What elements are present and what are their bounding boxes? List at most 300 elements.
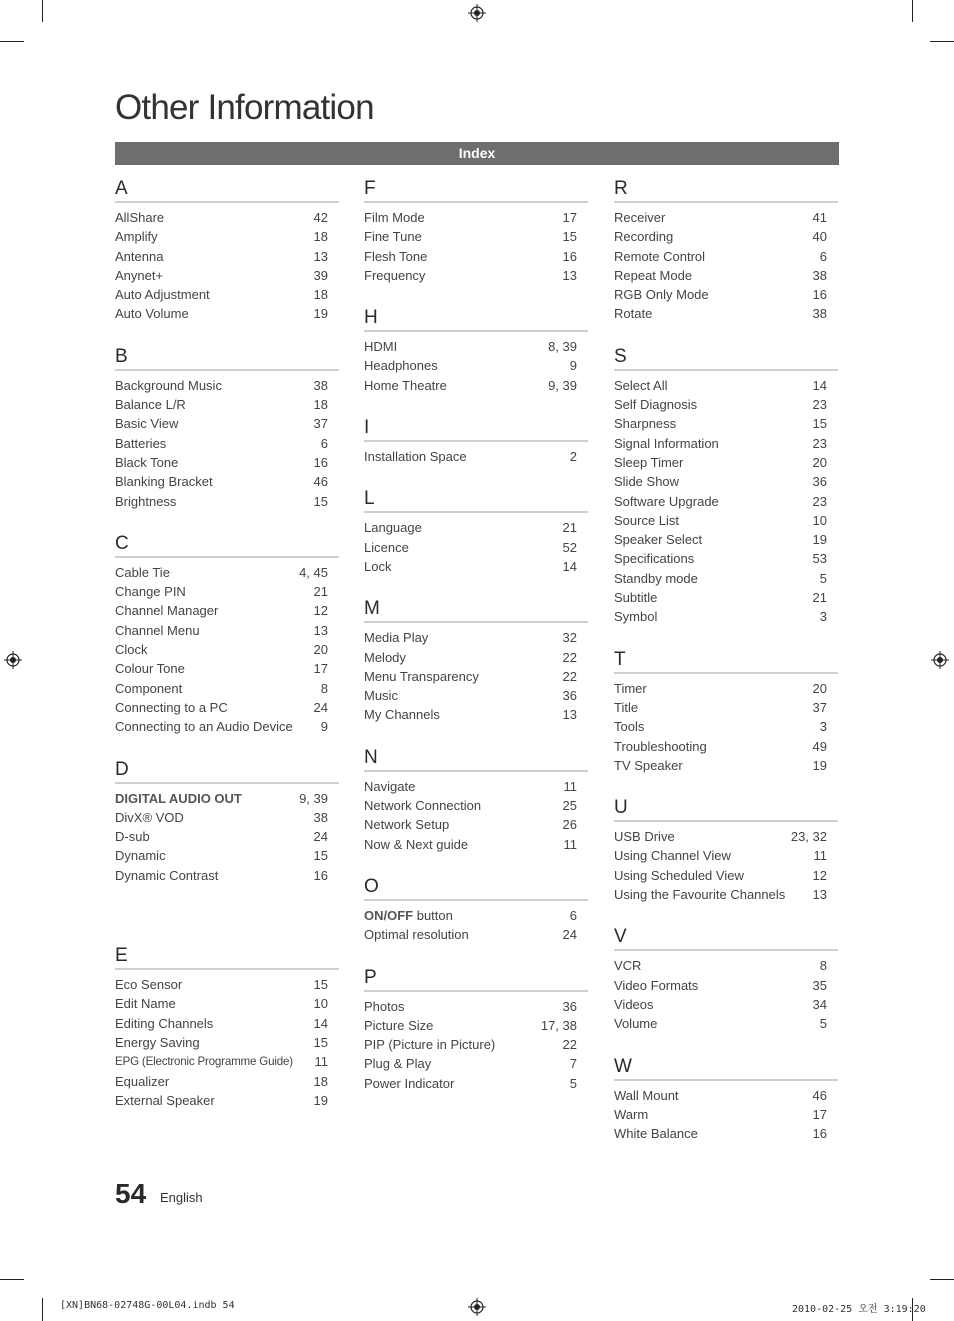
crop-mark [0, 1279, 24, 1280]
entry-pages: 24 [313, 699, 328, 715]
entry-term: Channel Menu [115, 622, 200, 638]
entry-term-rest: button [413, 907, 453, 923]
entry-term: D-sub [115, 829, 150, 845]
entry-pages: 17 [313, 661, 328, 677]
entry-term: Installation Space [364, 449, 467, 465]
entry-pages: 15 [812, 416, 827, 432]
entry-pages: 21 [313, 584, 328, 600]
entry-pages: 19 [812, 757, 827, 773]
entry-pages: 16 [313, 867, 328, 883]
entry-list [614, 376, 838, 627]
crop-mark [930, 1279, 954, 1280]
index-entry [115, 247, 339, 266]
entry-pages: 49 [812, 738, 827, 754]
index-entry [115, 563, 339, 582]
index-entry [115, 434, 339, 453]
index-entry [115, 679, 339, 698]
entry-list [115, 376, 339, 511]
entry-term: Repeat Mode [614, 267, 693, 283]
entry-pages: 13 [562, 267, 577, 283]
section-letter: F [364, 178, 588, 203]
entry-pages: 11 [563, 836, 577, 852]
entry-term: Photos [364, 998, 405, 1014]
entry-pages: 19 [812, 532, 827, 548]
entry-term: Dynamic [115, 848, 166, 864]
index-entry [115, 994, 339, 1013]
crop-mark [42, 0, 43, 22]
index-entry [364, 1054, 588, 1073]
entry-term: Frequency [364, 267, 426, 283]
entry-term: Energy Saving [115, 1034, 200, 1050]
entry-pages: 12 [313, 603, 328, 619]
entry-pages: 46 [812, 1087, 827, 1103]
index-section-e [115, 945, 339, 1110]
entry-term: Channel Manager [115, 603, 219, 619]
index-header-bar: Index [115, 142, 839, 165]
index-entry [364, 705, 588, 724]
entry-pages: 32 [562, 630, 577, 646]
entry-term: TV Speaker [614, 757, 683, 773]
index-section-d [115, 759, 339, 885]
entry-term [364, 906, 453, 925]
entry-pages: 9 [569, 358, 577, 374]
index-entry [614, 588, 838, 607]
entry-term: Warm [614, 1106, 649, 1122]
entry-pages: 13 [313, 248, 328, 264]
index-entry [115, 395, 339, 414]
entry-term: Balance L/R [115, 397, 186, 413]
entry-list [364, 628, 588, 724]
index-entry [614, 1086, 838, 1105]
page-title: Other Information [115, 88, 374, 127]
index-entry [115, 414, 339, 433]
index-entry [364, 1035, 588, 1054]
index-section-a [115, 178, 339, 324]
index-section-w [614, 1056, 838, 1144]
index-entry [614, 453, 838, 472]
index-entry [115, 1091, 339, 1110]
entry-term: Remote Control [614, 248, 706, 264]
index-entry [364, 247, 588, 266]
index-column-1 [115, 178, 339, 1110]
entry-pages: 5 [819, 1016, 827, 1032]
index-entry [614, 549, 838, 568]
section-letter: M [364, 598, 588, 623]
registration-mark-icon [468, 4, 486, 22]
index-entry [364, 337, 588, 356]
index-entry [364, 648, 588, 667]
crop-mark [930, 41, 954, 42]
index-entry [364, 628, 588, 647]
index-entry [115, 472, 339, 491]
entry-term: Dynamic Contrast [115, 867, 219, 883]
entry-pages: 53 [812, 551, 827, 567]
crop-mark [42, 1298, 43, 1321]
registration-mark-icon [4, 651, 22, 669]
section-letter: T [614, 649, 838, 674]
entry-pages: 18 [313, 397, 328, 413]
entry-pages: 9, 39 [299, 790, 328, 806]
index-entry [614, 956, 838, 975]
index-entry [364, 538, 588, 557]
print-slug-date: 2010-02-25 오전 3:19:20 [792, 1304, 926, 1315]
entry-term: Fine Tune [364, 229, 422, 245]
crop-mark [0, 41, 24, 42]
index-entry [614, 227, 838, 246]
entry-pages: 7 [569, 1056, 577, 1072]
index-section-m [364, 598, 588, 724]
entry-term: Video Formats [614, 977, 699, 993]
entry-pages: 52 [562, 539, 577, 555]
entry-pages: 20 [313, 642, 328, 658]
index-entry [614, 492, 838, 511]
entry-pages: 15 [313, 493, 328, 509]
entry-pages: 41 [812, 210, 827, 225]
index-entry [364, 518, 588, 537]
entry-term: Plug & Play [364, 1056, 432, 1072]
index-entry [614, 885, 838, 904]
entry-list [614, 208, 838, 324]
entry-term: Now & Next guide [364, 836, 469, 852]
entry-term: Using the Favourite Channels [614, 887, 786, 903]
entry-pages: 37 [313, 416, 328, 432]
entry-pages: 14 [812, 377, 827, 393]
entry-term: Licence [364, 539, 409, 555]
index-entry [115, 698, 339, 717]
section-letter: D [115, 759, 339, 784]
index-entry [614, 1124, 838, 1143]
index-entry [115, 1052, 339, 1071]
entry-pages: 35 [812, 977, 827, 993]
crop-mark [912, 0, 913, 22]
entry-pages: 15 [562, 229, 577, 245]
entry-pages: 38 [812, 306, 827, 322]
entry-pages: 17 [562, 210, 577, 225]
entry-pages: 14 [562, 558, 577, 574]
index-section-c [115, 533, 339, 737]
section-letter: C [115, 533, 339, 558]
index-entry [115, 1033, 339, 1052]
index-entry [364, 208, 588, 227]
entry-pages: 19 [313, 1092, 328, 1108]
index-entry [614, 698, 838, 717]
index-entry [614, 717, 838, 736]
section-letter: P [364, 967, 588, 992]
index-entry [364, 925, 588, 944]
entry-term: Clock [115, 642, 148, 658]
index-section-b [115, 346, 339, 511]
index-entry [364, 447, 588, 466]
entry-term: Brightness [115, 493, 177, 509]
entry-pages: 3 [819, 719, 827, 735]
entry-pages: 17 [812, 1106, 827, 1122]
entry-pages: 36 [562, 688, 577, 704]
entry-term: Basic View [115, 416, 179, 432]
index-entry [115, 640, 339, 659]
entry-pages: 18 [313, 1073, 328, 1089]
index-entry [614, 607, 838, 626]
entry-pages: 20 [812, 454, 827, 470]
entry-list [614, 679, 838, 775]
index-entry [364, 815, 588, 834]
entry-pages: 17, 38 [540, 1017, 577, 1033]
index-entry [614, 846, 838, 865]
entry-pages: 39 [313, 267, 328, 283]
index-entry [364, 557, 588, 576]
entry-term: Wall Mount [614, 1087, 679, 1103]
index-entry [115, 227, 339, 246]
index-entry [614, 976, 838, 995]
index-section-r [614, 178, 838, 324]
entry-pages: 19 [313, 306, 328, 322]
entry-pages: 12 [812, 867, 827, 883]
index-section-i [364, 417, 588, 466]
entry-term: Tools [614, 719, 645, 735]
index-section-p [364, 967, 588, 1093]
entry-term: DivX® VOD [115, 809, 184, 825]
index-entry [614, 866, 838, 885]
entry-term: Speaker Select [614, 532, 703, 548]
entry-term: Language [364, 520, 422, 536]
index-entry [115, 827, 339, 846]
page-language: English [160, 1190, 203, 1205]
index-entry [115, 1014, 339, 1033]
index-entry [115, 304, 339, 323]
index-entry [115, 808, 339, 827]
entry-term: Amplify [115, 229, 158, 245]
section-letter: N [364, 747, 588, 772]
index-entry [115, 866, 339, 885]
index-section-n [364, 747, 588, 854]
entry-term: Symbol [614, 609, 658, 625]
section-letter: S [614, 346, 838, 371]
index-entry [614, 530, 838, 549]
entry-term: Power Indicator [364, 1075, 455, 1091]
entry-pages: 9, 39 [548, 377, 577, 393]
entry-term: Connecting to an Audio Device [115, 719, 293, 735]
index-entry [115, 717, 339, 736]
entry-pages: 4, 45 [299, 564, 328, 580]
entry-term: Black Tone [115, 454, 179, 470]
index-entry [364, 227, 588, 246]
index-entry [614, 569, 838, 588]
entry-list [115, 789, 339, 885]
entry-term: Subtitle [614, 590, 658, 606]
entry-term: Batteries [115, 435, 167, 451]
entry-pages: 24 [313, 829, 328, 845]
entry-pages: 20 [812, 680, 827, 696]
entry-term: Menu Transparency [364, 668, 479, 684]
entry-term: Specifications [614, 551, 695, 567]
entry-pages: 9 [320, 719, 328, 735]
entry-pages: 6 [320, 435, 328, 451]
index-entry [614, 756, 838, 775]
entry-pages: 11 [314, 1054, 328, 1070]
entry-term: PIP (Picture in Picture) [364, 1037, 496, 1053]
entry-term: Music [364, 688, 398, 704]
entry-term: Flesh Tone [364, 248, 428, 264]
index-entry [115, 621, 339, 640]
index-entry [115, 453, 339, 472]
entry-term: Blanking Bracket [115, 474, 213, 490]
entry-term: Receiver [614, 210, 666, 225]
index-entry [614, 679, 838, 698]
entry-list [364, 447, 588, 466]
index-entry [364, 266, 588, 285]
entry-term: Edit Name [115, 996, 176, 1012]
index-entry [614, 304, 838, 323]
index-entry [614, 395, 838, 414]
entry-term: Antenna [115, 248, 164, 264]
section-letter: V [614, 926, 838, 951]
index-entry [614, 285, 838, 304]
entry-term: Software Upgrade [614, 493, 719, 509]
entry-pages: 16 [313, 454, 328, 470]
entry-term: Editing Channels [115, 1015, 214, 1031]
entry-term: DIGITAL AUDIO OUT [115, 790, 242, 806]
entry-term: Optimal resolution [364, 927, 469, 943]
entry-pages: 11 [563, 778, 577, 794]
entry-term: HDMI [364, 339, 398, 355]
index-entry [115, 789, 339, 808]
entry-pages: 25 [562, 798, 577, 814]
entry-pages: 42 [313, 210, 328, 225]
entry-pages: 36 [812, 474, 827, 490]
entry-term: Cable Tie [115, 564, 170, 580]
entry-list [364, 777, 588, 854]
entry-term: Using Scheduled View [614, 867, 744, 883]
index-entry [364, 997, 588, 1016]
entry-list [614, 827, 838, 904]
index-entry [614, 247, 838, 266]
entry-term: Sleep Timer [614, 454, 684, 470]
index-entry [364, 376, 588, 395]
entry-pages: 22 [562, 649, 577, 665]
entry-pages: 23, 32 [790, 829, 827, 845]
registration-mark-icon [931, 651, 949, 669]
entry-term: Auto Volume [115, 306, 189, 322]
entry-pages: 24 [562, 927, 577, 943]
entry-pages: 26 [562, 817, 577, 833]
entry-list [614, 1086, 838, 1144]
entry-list [115, 563, 339, 737]
entry-term: Rotate [614, 306, 653, 322]
entry-pages: 21 [812, 590, 827, 606]
entry-pages: 8, 39 [548, 339, 577, 355]
entry-pages: 46 [313, 474, 328, 490]
entry-list [364, 997, 588, 1093]
index-entry [364, 1016, 588, 1035]
index-entry [115, 975, 339, 994]
entry-pages: 16 [562, 248, 577, 264]
index-entry [614, 1014, 838, 1033]
index-entry [364, 686, 588, 705]
entry-term: VCR [614, 958, 642, 974]
entry-term: Connecting to a PC [115, 699, 228, 715]
entry-pages: 40 [812, 229, 827, 245]
section-letter: O [364, 876, 588, 901]
entry-list [364, 906, 588, 945]
index-section-u [614, 797, 838, 904]
section-letter: U [614, 797, 838, 822]
entry-term: Media Play [364, 630, 429, 646]
entry-pages: 18 [313, 229, 328, 245]
entry-list [364, 208, 588, 285]
index-column-2 [364, 178, 588, 1093]
index-entry [115, 582, 339, 601]
entry-pages: 38 [313, 809, 328, 825]
index-entry [614, 511, 838, 530]
entry-term: Eco Sensor [115, 977, 183, 993]
entry-term: Headphones [364, 358, 438, 374]
entry-term: Recording [614, 229, 674, 245]
entry-pages: 22 [562, 668, 577, 684]
entry-term: Slide Show [614, 474, 680, 490]
entry-term: Volume [614, 1016, 658, 1032]
index-section-t [614, 649, 838, 775]
index-column-3 [614, 178, 838, 1143]
entry-pages: 34 [812, 996, 827, 1012]
index-entry [364, 667, 588, 686]
entry-pages: 10 [313, 996, 328, 1012]
index-section-h [364, 307, 588, 395]
entry-pages: 15 [313, 848, 328, 864]
entry-term: Auto Adjustment [115, 287, 210, 303]
entry-pages: 23 [812, 493, 827, 509]
index-entry [364, 796, 588, 815]
entry-term: External Speaker [115, 1092, 215, 1108]
section-letter: E [115, 945, 339, 970]
entry-term: Anynet+ [115, 267, 164, 283]
entry-list [364, 518, 588, 576]
entry-term: Lock [364, 558, 392, 574]
entry-pages: 10 [812, 512, 827, 528]
section-letter: I [364, 417, 588, 442]
print-slug-file: [XN]BN68-02748G-00L04.indb 54 [60, 1300, 235, 1311]
entry-term: Network Setup [364, 817, 450, 833]
entry-term: USB Drive [614, 829, 675, 845]
entry-term: Network Connection [364, 798, 482, 814]
entry-pages: 5 [569, 1075, 577, 1091]
entry-pages: 6 [819, 248, 827, 264]
entry-pages: 13 [313, 622, 328, 638]
index-entry [115, 266, 339, 285]
section-letter: H [364, 307, 588, 332]
entry-pages: 36 [562, 998, 577, 1014]
index-entry [364, 906, 588, 925]
entry-term: Select All [614, 377, 668, 393]
entry-term: Source List [614, 512, 680, 528]
entry-pages: 22 [562, 1037, 577, 1053]
entry-term: My Channels [364, 707, 440, 723]
section-letter: A [115, 178, 339, 203]
entry-pages: 13 [812, 887, 827, 903]
entry-list [115, 975, 339, 1110]
entry-list [115, 208, 339, 324]
entry-term: Sharpness [614, 416, 677, 432]
index-entry [115, 492, 339, 511]
entry-term: Self Diagnosis [614, 397, 698, 413]
entry-pages: 8 [320, 680, 328, 696]
index-entry [364, 356, 588, 375]
entry-term: Melody [364, 649, 406, 665]
index-section-v [614, 926, 838, 1033]
index-entry [614, 737, 838, 756]
entry-pages: 2 [569, 449, 577, 465]
index-entry [364, 777, 588, 796]
entry-pages: 13 [562, 707, 577, 723]
index-entry [614, 208, 838, 227]
